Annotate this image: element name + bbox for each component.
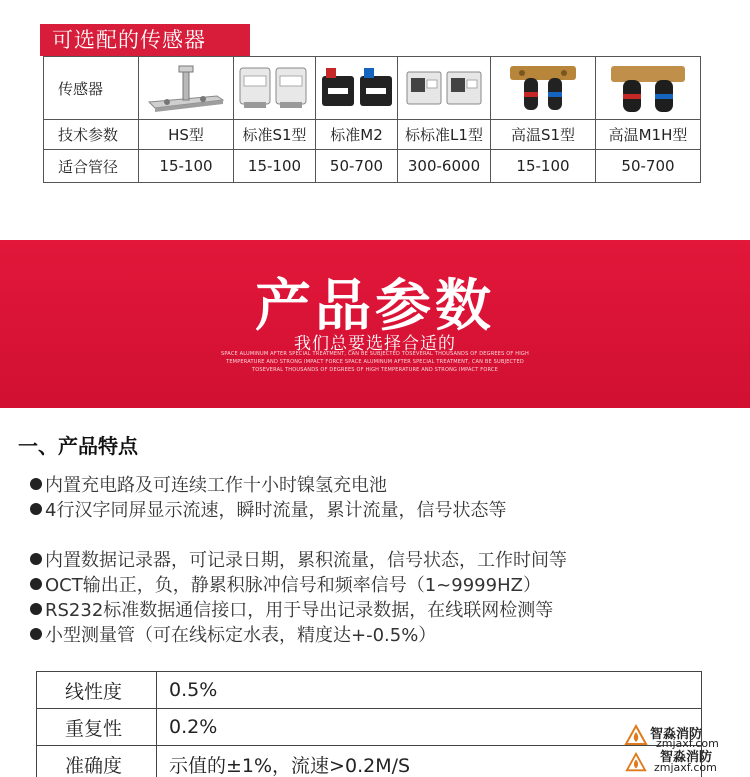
spec-row (37, 746, 702, 777)
watermark (624, 720, 744, 777)
row-label-sensor: 传感器 (44, 57, 139, 120)
sensor-range-row (44, 150, 701, 183)
bullet-icon (30, 628, 42, 640)
flame-logo-icon (624, 752, 648, 774)
watermark-url: zmjaxf.com (654, 761, 717, 774)
feature-item (30, 471, 387, 497)
feature-item (30, 621, 436, 647)
sensor-cell-hts1 (491, 57, 596, 120)
bullet-icon (30, 478, 42, 490)
feature-text: RS232标准数据通信接口，用于导出记录数据，在线联网检测等 (45, 600, 554, 621)
watermark-name: 智淼消防 (660, 750, 713, 765)
high-temp-s1-icon (502, 62, 584, 114)
feature-item (30, 596, 553, 622)
banner-title: 产品参数 (255, 274, 495, 339)
hs-sensor-icon (145, 62, 227, 114)
bullet-icon (30, 603, 42, 615)
spec-value: 0.2% (157, 709, 702, 746)
banner-small-text: TEMPERATURE AND STRONG IMPACT FORCE SPACE ALUMINUM AFTER SPECIAL TREATMENT, CAN BE SUBJECTED (226, 359, 524, 365)
model-cell: 高温S1型 (491, 120, 596, 150)
sensor-table (43, 56, 701, 183)
spec-key: 准确度 (37, 746, 157, 777)
feature-item (30, 571, 541, 597)
row-label-diameter: 适合管径 (44, 150, 139, 183)
range-cell: 50-700 (596, 150, 701, 183)
feature-text: 内置充电路及可连续工作十小时镍氢充电池 (45, 475, 387, 496)
features-heading: 一、产品特点 (18, 434, 138, 458)
banner-small-text: SPACE ALUMINUM AFTER SPECIAL TREATMENT, CAN BE SUBJECTED TOSEVERAL THOUSANDS OF DEGREES OF HIGH (221, 351, 529, 357)
range-cell: 15-100 (139, 150, 234, 183)
high-temp-m1h-icon (607, 62, 689, 114)
model-cell: 标标准L1型 (398, 120, 491, 150)
flame-logo-icon (624, 724, 648, 748)
s1-sensor-icon (234, 62, 316, 114)
sensor-model-row (44, 120, 701, 150)
sensor-cell-hs (139, 57, 234, 120)
model-cell: 标准S1型 (234, 120, 316, 150)
feature-item (30, 496, 506, 522)
watermark-url: zmjaxf.com (656, 737, 719, 750)
model-cell: 高温M1H型 (596, 120, 701, 150)
sensor-cell-s1 (234, 57, 316, 120)
sensor-image-row (44, 57, 701, 120)
model-cell: HS型 (139, 120, 234, 150)
feature-item (30, 546, 567, 572)
feature-text: 小型测量管（可在线标定水表，精度达+-0.5%） (45, 625, 437, 646)
model-cell: 标准M2 (316, 120, 398, 150)
section-title: 可选配的传感器 (40, 24, 250, 56)
l1-sensor-icon (403, 62, 485, 114)
range-cell: 50-700 (316, 150, 398, 183)
spec-table (36, 671, 702, 777)
bullet-icon (30, 503, 42, 515)
spec-value: 0.5% (157, 672, 702, 709)
bullet-icon (30, 553, 42, 565)
spec-key: 线性度 (37, 672, 157, 709)
spec-row (37, 672, 702, 709)
spec-key: 重复性 (37, 709, 157, 746)
range-cell: 15-100 (234, 150, 316, 183)
banner-subtitle: 我们总要选择合适的 (294, 334, 456, 354)
feature-text: 内置数据记录器，可记录日期，累积流量，信号状态，工作时间等 (45, 550, 567, 571)
row-label-spec: 技术参数 (44, 120, 139, 150)
banner-small-text: TOSEVERAL THOUSANDS OF DEGREES OF HIGH TEMPERATURE AND STRONG IMPACT FORCE (252, 367, 498, 373)
m2-sensor-icon (316, 62, 398, 114)
watermark-name: 智淼消防 (650, 727, 703, 742)
feature-text: 4行汉字同屏显示流速，瞬时流量，累计流量，信号状态等 (45, 500, 507, 521)
feature-text: OCT输出正，负，静累积脉冲信号和频率信号（1~9999HZ） (45, 575, 541, 596)
sensor-cell-htm1h (596, 57, 701, 120)
sensor-cell-l1 (398, 57, 491, 120)
spec-value: 示值的±1%，流速>0.2M/S (157, 746, 702, 777)
range-cell: 300-6000 (398, 150, 491, 183)
bullet-icon (30, 578, 42, 590)
range-cell: 15-100 (491, 150, 596, 183)
spec-row (37, 709, 702, 746)
sensor-cell-m2 (316, 57, 398, 120)
